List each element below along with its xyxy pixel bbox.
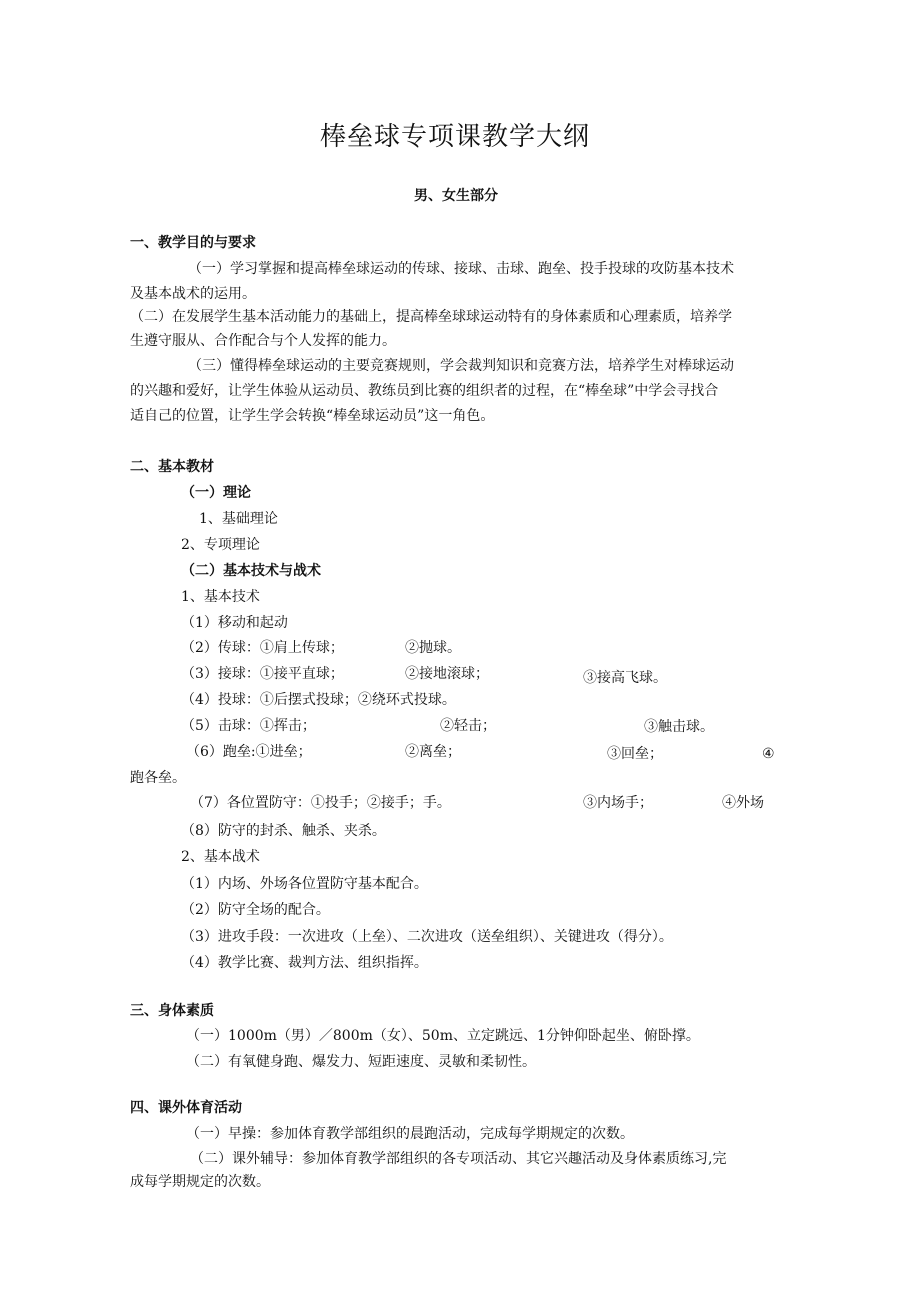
s1-para3-line3: 适自己的位置，让学生学会转换“棒垒球运动员”这一角色。 xyxy=(130,408,495,424)
s2-tech-line-7a: （7）各位置防守：①投手；②接手；手。 xyxy=(190,795,451,811)
s1-para3-line2: 的兴趣和爱好，让学生体验从运动员、教练员到比赛的组织者的过程，在“棒垒球”中学会寻找合 xyxy=(130,383,719,399)
s2-tech-line-3c: ③接高飞球。 xyxy=(583,670,667,686)
s2-tech-line-8: （8）防守的封杀、触杀、夹杀。 xyxy=(181,823,386,839)
s1-para1-line1: （一）学习掌握和提高棒垒球运动的传球、接球、击球、跑垒、投手投球的攻防基本技术 xyxy=(188,261,734,277)
section-2-heading: 二、基本教材 xyxy=(130,459,214,475)
s4-line-3: 成每学期规定的次数。 xyxy=(130,1174,270,1190)
s2-tech-line-6b: ②离垒； xyxy=(405,744,461,760)
s2-theory-item-2: 2、专项理论 xyxy=(181,537,260,553)
s2-tech-line-2b: ②抛球。 xyxy=(405,640,461,656)
s2-basic-tactics: 2、基本战术 xyxy=(181,849,260,865)
s3-line-1: （一）1000m（男）／800m（女）、50m、立定跳远、1分钟仰卧起坐、俯卧撑。 xyxy=(186,1028,700,1044)
s2-tech-line-5b: ②轻击； xyxy=(440,718,496,734)
s2-tactic-line-4: （4）教学比赛、裁判方法、组织指挥。 xyxy=(181,955,428,971)
section-1-heading: 一、教学目的与要求 xyxy=(130,235,256,251)
s3-line-2: （二）有氧健身跑、爆发力、短距速度、灵敏和柔韧性。 xyxy=(186,1054,536,1070)
s4-line-1: （一）早操：参加体育教学部组织的晨跑活动，完成每学期规定的次数。 xyxy=(186,1126,634,1142)
section-3-heading: 三、身体素质 xyxy=(130,1003,214,1019)
s2-tactic-line-1: （1）内场、外场各位置防守基本配合。 xyxy=(181,876,428,892)
s2-tech-line-1: （1）移动和起动 xyxy=(181,615,288,631)
s2-tactic-line-3: （3）进攻手段：一次进攻（上垒）、二次进攻（送垒组织）、关键进攻（得分）。 xyxy=(181,929,673,945)
s2-tech-line-4: （4）投球：①后摆式投球；②绕环式投球。 xyxy=(181,692,456,708)
s2-tech-line-7b: ③内场手； xyxy=(583,795,653,811)
s2-tech-line-6d: ④ xyxy=(762,746,775,762)
section-4-heading: 四、课外体育活动 xyxy=(130,1100,242,1116)
document-subtitle: 男、女生部分 xyxy=(414,188,498,204)
s2-tactic-line-2: （2）防守全场的配合。 xyxy=(181,902,330,918)
s2-basic-technique: 1、基本技术 xyxy=(181,589,260,605)
s4-line-2: （二）课外辅导：参加体育教学部组织的各专项活动、其它兴趣活动及身体素质练习,完 xyxy=(190,1151,727,1167)
s2-subheading-technique: （二）基本技术与战术 xyxy=(181,563,321,579)
s2-tech-line-5a: （5）击球：①挥击； xyxy=(181,718,316,734)
s2-subheading-theory: （一）理论 xyxy=(181,485,251,501)
s2-tech-line-6a: （6）跑垒:①进垒； xyxy=(186,744,312,760)
s2-tech-line-2a: （2）传球：①肩上传球； xyxy=(181,640,344,656)
s1-para1-line2: 及基本战术的运用。 xyxy=(130,286,256,302)
s2-theory-item-1: 1、基础理论 xyxy=(199,511,278,527)
s2-tech-line-3b: ②接地滚球； xyxy=(405,666,489,682)
s1-para2-line2: 生遵守服从、合作配合与个人发挥的能力。 xyxy=(130,333,396,349)
s2-tech-line-5c: ③触击球。 xyxy=(644,719,714,735)
s1-para3-line1: （三）懂得棒垒球运动的主要竞赛规则，学会裁判知识和竞赛方法，培养学生对棒球运动 xyxy=(188,358,734,374)
s2-tech-line-7c: ④外场 xyxy=(722,795,764,811)
s2-tech-line-6e: 跑各垒。 xyxy=(130,770,186,786)
document-title: 棒垒球专项课教学大纲 xyxy=(320,122,591,152)
s2-tech-line-3a: （3）接球：①接平直球； xyxy=(181,666,344,682)
s1-para2-line1: （二）在发展学生基本活动能力的基础上，提高棒垒球球运动特有的身体素质和心理素质，培养学 xyxy=(130,309,732,325)
s2-tech-line-6c: ③回垒； xyxy=(607,746,663,762)
